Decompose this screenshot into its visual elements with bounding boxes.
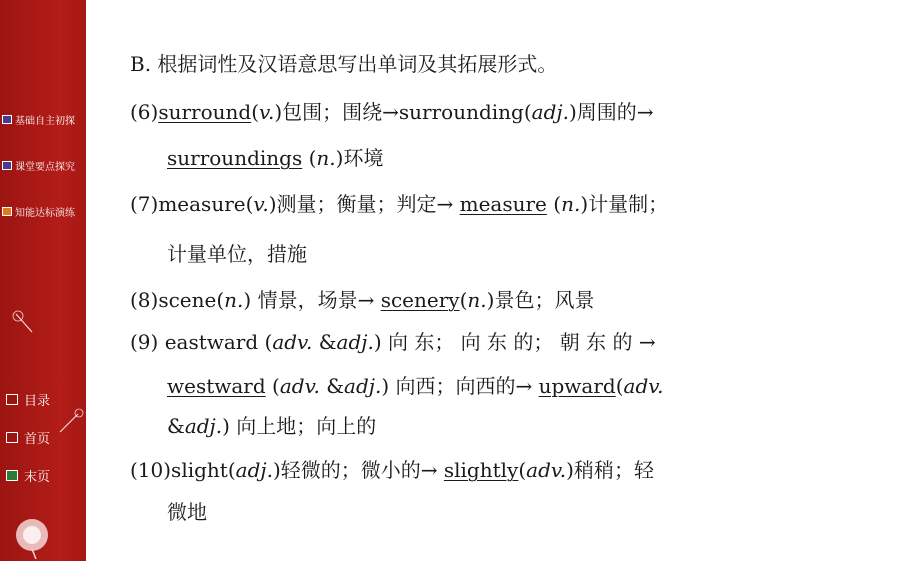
sidebar [0,0,86,561]
nav-key-points[interactable] [2,158,75,173]
nav-square-icon [2,115,12,124]
item-10-line-1: (10)slight(adj.)轻微的；微小的→ slightly(adv.)稍稍；轻 [130,458,654,482]
answer-surround: surround [158,100,252,124]
home-label: 首页 [24,432,51,447]
answer-measure: measure [459,192,547,216]
dandelion-seed-icon [58,408,84,434]
answer-scenery: scenery [380,288,460,312]
item-7-line-1: (7)measure(v.)测量；衡量；判定→ measure (n.)计量制； [130,192,669,216]
item-9-line-3: &adj.) 向上地；向上的 [167,414,377,438]
toc-square-icon [6,394,18,405]
answer-westward: westward [167,374,266,398]
last-square-icon [6,470,18,481]
dandelion-flower-icon [10,515,54,559]
nav-label: 知能达标演练 [15,208,75,219]
last-page-button[interactable] [6,466,50,485]
nav-square-icon [2,161,12,170]
answer-slightly: slightly [443,458,519,482]
answer-surroundings: surroundings [167,146,303,170]
item-7-line-2: 计量单位，措施 [167,242,307,266]
toc-label: 目录 [24,394,51,409]
item-10-line-2: 微地 [167,500,207,524]
item-8-line-1: (8)scene(n.) 情景，场景→ scenery(n.)景色；风景 [130,288,595,312]
section-heading: B. 根据词性及汉语意思写出单词及其拓展形式。 [130,52,558,76]
answer-upward: upward [538,374,616,398]
home-square-icon [6,432,18,443]
last-label: 末页 [24,470,51,485]
item-9-line-1: (9) eastward (adv. &adj.) 向 东； 向 东 的； 朝 东 的 → [130,330,656,354]
item-6-line-2: surroundings (n.)环境 [167,146,384,170]
item-9-line-2: westward (adv. &adj.) 向西；向西的→ upward(adv. [167,374,664,398]
toc-button[interactable] [6,390,50,409]
nav-square-icon [2,207,12,216]
nav-label: 基础自主初探 [15,116,75,127]
nav-basic-preview[interactable] [2,112,75,127]
home-button[interactable] [6,428,50,447]
nav-practice[interactable] [2,204,75,219]
dandelion-seed-icon [12,310,38,336]
nav-label: 课堂要点探究 [15,162,75,173]
item-6-line-1: (6)surround(v.)包围；围绕→surrounding(adj.)周围的→ [130,100,654,124]
